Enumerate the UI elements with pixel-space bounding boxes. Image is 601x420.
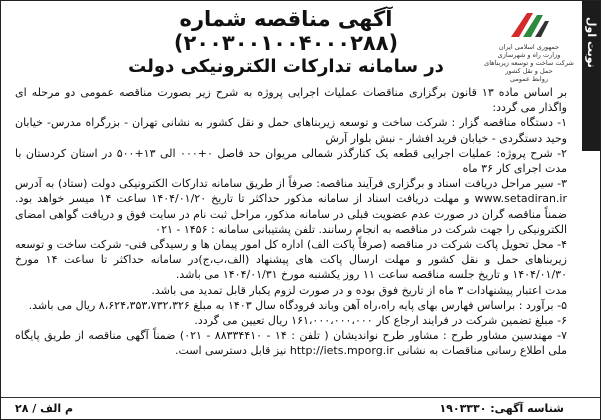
clause-1-tenderer: ۱- دستگاه مناقصه گزار : شرکت ساخت و توسعه زیربناهای حمل و نقل کشور به نشانی تهران - بزرگراه مدرس- خیابان وحید دستگردی - خیابان فرید افشار - نبش بلوار آرش: [15, 116, 567, 145]
clause-7-consultant: ۷- مهندسین مشاور طرح : مشاور طرح نواندیشان ( تلفن : ۱۴ - ۸۸۳۳۴۴۱۰ - ۰۲۱) ضمناً آگهی مناقصه از طریق پایگاه ملی اطلاع رسانی مناقصات به نشانی http://iets.mporg.ir نیز قابل دسترسی است.: [15, 329, 567, 358]
org-line-2: وزارت راه و شهرسازی: [497, 51, 561, 59]
title-line-1: آگهی مناقصه شماره (۲۰۰۳۰۰۱۰۰۴۰۰۰۲۸۸): [173, 7, 399, 55]
org-line-3: شرکت ساخت و توسعه زیربناهای حمل و نقل کشور: [484, 59, 574, 75]
road-company-logo-icon: [507, 7, 551, 43]
clause-2-project: ۲- شرح پروژه: عملیات اجرایی قطعه یک کنارگذر شمالی مریوان حد فاصل ۰+۰۰۰ الی ۱۳+۵۰۰ در استان کردستان با مدت اجرای کار ۳۶ ماه: [15, 146, 567, 176]
notice-id: شناسه آگهی: ۱۹۰۳۳۳۰: [439, 402, 564, 415]
org-line-1: جمهوری اسلامی ایران: [498, 43, 560, 51]
clause-5-estimate: ۵- برآورد : براساس فهارس بهای پایه راه،راه آهن وباند فرودگاه سال ۱۴۰۳ به مبلغ ۸،۶۲۴،۳۵۳،۷۳۲،۳۲۶ ریال می باشد.: [28, 298, 567, 312]
title-line-2: در سامانه تدارکات الکترونیکی دولت: [128, 56, 444, 77]
notice-header: [1, 1, 601, 85]
publication-round-label: نوبت اول: [585, 17, 598, 68]
publication-round-tab: [582, 1, 600, 151]
notice-body: [15, 85, 567, 359]
notice-title: [121, 7, 451, 79]
intro-paragraph: بر اساس ماده ۱۳ قانون برگزاری مناقصات عملیات اجرایی پروژه به شرح زیر بصورت مناقصه عمومی دو مرحله ای واگذار می گردد:: [15, 86, 568, 115]
notice-footer: [1, 397, 600, 420]
organization-logo-block: [479, 7, 579, 81]
notice-page-ref: م الف / ۲۸: [15, 402, 74, 415]
validity-note: مدت اعتبار پیشنهادات ۳ ماه از تاریخ فوق بوده و در صورت لزوم یکبار قابل تمدید می باشد.: [151, 283, 567, 297]
clause-6-guarantee: ۶- مبلغ تضمین شرکت در فرایند ارجاع کار ۱۶۱،۰۰۰،۰۰۰،۰۰۰ ریال تعیین می گردد.: [194, 314, 567, 328]
org-line-4: روابط عمومی: [509, 75, 549, 83]
clause-3-procedure: ۳- سیر مراحل دریافت اسناد و برگزاری فرآیند مناقصه: صرفاً از طریق سامانه تدارکات الکترونیکی دولت (ستاد) به آدرس www.setadiran.ir و مهلت دریافت اسناد از سامانه مذکور حداکثر تا تاریخ ۱۴۰۴/۰۱/۲۰ ساعت ۱۴ میسر خواهد بود. ضمناً مناقصه گران در صورت عدم عضویت قبلی در سامانه مذکور، مراحل ثبت نام در سایت فوق و دریافت گواهی امضای الکترونیکی را جهت شرکت در مناقصه به انجام رسانند. تلفن پشتیبانی سامانه : ۱۴۵۶ - ۰۲۱: [15, 177, 567, 236]
clause-4-delivery: ۴- محل تحویل پاکت شرکت در مناقصه (صرفاً پاکت الف) اداره کل امور پیمان ها و رسیدگی فنی- شرکت ساخت و توسعه زیربناهای حمل و نقل کشور و مهلت ارسال پاکت های پیشنهاد (الف،ب،ج)در سامانه حداکثر تا ساعت ۱۴ مورخ ۱۴۰۴/۰۱/۳۰ و تاریخ جلسه مناقصه ساعت ۱۱ روز یکشنبه مورخ ۱۴۰۴/۰۱/۳۱ می باشد.: [15, 238, 567, 282]
